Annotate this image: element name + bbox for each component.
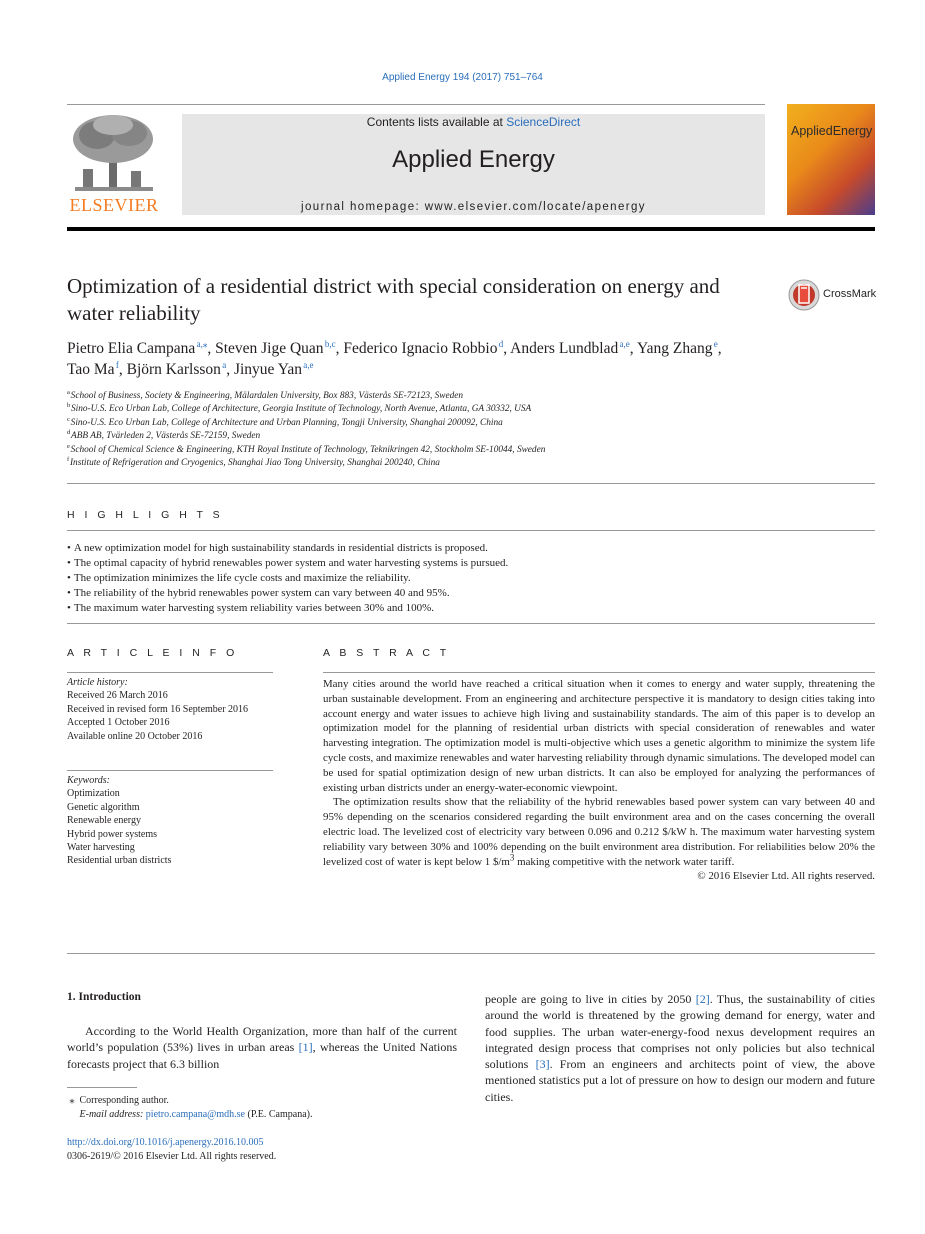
highlight-item: • The optimal capacity of hybrid renewables power system and water harvesting systems is pursued.: [67, 556, 875, 571]
tree-logo-icon: [67, 113, 161, 193]
author-separator: ,: [717, 340, 722, 357]
divider: [67, 623, 875, 624]
publisher-name: ELSEVIER: [69, 195, 159, 215]
affiliation-text: School of Business, Society & Engineering, Mälardalen University, Box 883, Västerås SE-72123, Sweden: [70, 391, 464, 401]
abstract-text: The optimization results show that the reliability of the hybrid renewables based power system can vary between 40 and 95% depending on the scenarios considered regarding the built environment area and on the cases concerning the overall electric load. The levelized cost of electricity vary between 0.096 and 0.212 $/kW h. The maximum water harvesting system reliability vary between 30% and 100% depending on the built environment area distribution. For reliabilities below 20% the levelized cost of water is kept below 1 $/m: [323, 796, 875, 868]
highlight-item: • A new optimization model for high sustainability standards in residential districts is proposed.: [67, 541, 875, 556]
author-name: Yang Zhang: [636, 340, 713, 357]
keywords-label: Keywords:: [67, 775, 110, 786]
author-affil-marker[interactable]: a,⁎: [196, 338, 208, 349]
article-history: [67, 676, 273, 743]
footnote-marker: ⁎: [69, 1095, 75, 1106]
cover-title: AppliedEnergy: [791, 124, 873, 138]
sciencedirect-link[interactable]: ScienceDirect: [506, 115, 581, 129]
affiliation-text: School of Chemical Science & Engineering, KTH Royal Institute of Technology, Teknikringen 42, Stockholm SE-10044, Sweden: [70, 444, 546, 455]
highlight-item: • The optimization minimizes the life cycle costs and maximize the reliability.: [67, 571, 875, 586]
author-separator: ,: [335, 340, 344, 357]
journal-masthead: [182, 114, 765, 215]
affiliation-key: a: [67, 388, 70, 396]
contents-prefix: Contents lists available at: [366, 115, 507, 129]
affiliation: [67, 430, 867, 443]
elsevier-logo[interactable]: [67, 113, 161, 216]
body-text: . From an engineers and architects point of view, the above mentioned statistics put a lot of pressure on how to design our modern and future cities.: [485, 1057, 875, 1104]
body-text: According to the World Health Organization, more than half of the current world’s population (53%) lives in urban areas: [67, 1024, 457, 1055]
footnote: [67, 1094, 457, 1122]
author-affil-marker[interactable]: b,c: [324, 338, 336, 349]
body-paragraph: [485, 991, 875, 1105]
body-column-left: [67, 1023, 457, 1072]
author[interactable]: [637, 340, 718, 357]
author-separator: ,: [207, 340, 216, 357]
doi-link[interactable]: http://dx.doi.org/10.1016/j.apenergy.2016.10.005: [67, 1137, 264, 1148]
author-list: [67, 338, 877, 380]
author-affil-marker[interactable]: a,e: [619, 338, 630, 349]
footnote-text: Corresponding author.: [79, 1095, 169, 1106]
affiliation-key: b: [67, 402, 71, 410]
crossmark-badge[interactable]: [788, 279, 878, 311]
footnote-rule: [67, 1087, 137, 1088]
highlights-list: [67, 541, 875, 616]
affiliation: [67, 417, 867, 430]
affiliation-key: d: [67, 429, 71, 437]
doi-block: [67, 1136, 276, 1164]
affiliation-key: f: [67, 455, 70, 463]
citation-link[interactable]: [1]: [298, 1040, 313, 1055]
affiliation-text: Sino-U.S. Eco Urban Lab, College of Architecture and Urban Planning, Tongji University, Shanghai 200092, China: [70, 417, 503, 428]
abstract-text: making competitive with the network water tariff.: [514, 855, 735, 868]
journal-title: Applied Energy: [392, 146, 555, 173]
author-name: Anders Lundblad: [510, 340, 619, 357]
author-name: Federico Ignacio Robbio: [343, 340, 498, 357]
divider: [323, 672, 875, 673]
keyword: Residential urban districts: [67, 855, 172, 867]
journal-cover[interactable]: [787, 104, 875, 215]
author-separator: ,: [503, 340, 511, 357]
copyright: © 2016 Elsevier Ltd. All rights reserved.: [697, 870, 875, 883]
keyword: Optimization: [67, 788, 120, 800]
author[interactable]: [234, 361, 314, 378]
divider: [67, 770, 273, 771]
abstract-paragraph: [323, 795, 875, 869]
homepage-url[interactable]: www.elsevier.com/locate/apenergy: [424, 201, 646, 213]
divider: [67, 530, 875, 531]
author[interactable]: [67, 361, 119, 378]
abstract-body: [323, 677, 875, 884]
keyword: Renewable energy: [67, 815, 141, 827]
highlight-item: • The maximum water harvesting system reliability varies between 30% and 100%.: [67, 601, 875, 616]
affiliation: [67, 390, 867, 403]
affiliation-key: e: [67, 442, 70, 450]
received-date: Received 26 March 2016: [67, 690, 168, 702]
keywords: [67, 774, 273, 868]
corresponding-author-note: [67, 1094, 457, 1108]
abstract-heading: A B S T R A C T: [323, 647, 450, 659]
affiliation-key: c: [67, 415, 70, 423]
keyword: Genetic algorithm: [67, 801, 140, 813]
author[interactable]: [67, 340, 207, 357]
author-affil-marker[interactable]: a,e: [303, 359, 314, 370]
header-divider: [67, 104, 765, 105]
author-affil-marker[interactable]: e: [713, 338, 718, 349]
citation-link[interactable]: [2]: [695, 992, 710, 1006]
divider: [67, 953, 875, 954]
author[interactable]: [127, 361, 227, 378]
online-date: Available online 20 October 2016: [67, 730, 203, 742]
keyword: Hybrid power systems: [67, 828, 157, 840]
keyword: Water harvesting: [67, 842, 135, 854]
body-text: people are going to live in cities by 2050: [485, 992, 696, 1006]
crossmark-label: CrossMark: [823, 288, 877, 300]
issn-line: 0306-2619/© 2016 Elsevier Ltd. All rights reserved.: [67, 1151, 277, 1162]
author-affil-marker[interactable]: a: [222, 359, 227, 370]
contents-line: [182, 115, 765, 129]
article-info-heading: A R T I C L E I N F O: [67, 647, 238, 659]
body-column-right: [485, 991, 875, 1105]
highlights-heading: H I G H L I G H T S: [67, 509, 224, 521]
email-link[interactable]: pietro.campana@mdh.se: [145, 1109, 245, 1120]
history-label: Article history:: [67, 677, 128, 688]
author-separator: ,: [226, 361, 234, 378]
homepage-prefix: journal homepage:: [301, 201, 425, 213]
affiliation-text: ABB AB, Tvärleden 2, Västerås SE-72159, Sweden: [71, 431, 261, 442]
affiliation: [67, 457, 867, 470]
email-note: [67, 1108, 457, 1122]
email-label: E-mail address:: [79, 1109, 146, 1120]
author-separator: ,: [118, 361, 127, 378]
author-name: Pietro Elia Campana: [67, 340, 196, 357]
homepage-line: [182, 201, 765, 213]
affiliation: [67, 444, 867, 457]
email-suffix: (P.E. Campana).: [244, 1109, 313, 1120]
body-paragraph: [67, 1023, 457, 1072]
affiliation-text: Institute of Refrigeration and Cryogenics, Shanghai Jiao Tong University, Shanghai 200240, China: [69, 458, 440, 469]
citation-link[interactable]: [3]: [535, 1057, 550, 1072]
divider: [67, 483, 875, 484]
journal-reference-link[interactable]: Applied Energy 194 (2017) 751–764: [382, 72, 543, 83]
author-name: Jinyue Yan: [233, 361, 302, 378]
body-text: , whereas the United Nations forecasts project that 6.3 billion: [67, 1040, 457, 1071]
body-text: . Thus, the sustainability of cities around the world is threatened by the growing demand for energy, water and food supplies. The urban water-energy-food nexus development requires an integrated design process that comprises not only policies but also technical solutions: [485, 992, 875, 1072]
author[interactable]: [215, 340, 336, 357]
author-affil-marker[interactable]: d: [498, 338, 504, 349]
author-affil-marker[interactable]: f: [115, 359, 119, 370]
author-name: Björn Karlsson: [126, 361, 221, 378]
divider: [67, 672, 273, 673]
affiliation-list: [67, 390, 867, 470]
revised-date: Received in revised form 16 September 2016: [67, 703, 249, 715]
article-title: Optimization of a residential district with special consideration on energy and water reliability: [67, 274, 720, 325]
crossmark-icon: [788, 279, 820, 311]
abstract-paragraph: Many cities around the world have reached a critical situation when it comes to energy and water supply, threatening the urban sustainable development. From an engineering and architecture perspective it is mandatory to design cities taking into account energy and water issues to achieve high living and sustainability standards. The aim of this paper is to develop an optimization model for the planning of residential urban districts with special consideration of renewables and water harvesting integration. The optimization model is multi-objective which uses a genetic algorithm to minimize the system life cycle costs, and maximize renewables and water harvesting reliability through dynamic simulations. The developed model can be used for spatial optimization design of new urban districts. It can also be employed for analyzing the performances of existing urban districts under an energy-water-economic viewpoint.: [323, 678, 875, 794]
affiliation-text: Sino-U.S. Eco Urban Lab, College of Architecture, Georgia Institute of Technology, North Avenue, Atlanta, GA 30332, USA: [71, 404, 532, 415]
author[interactable]: [343, 340, 503, 357]
accepted-date: Accepted 1 October 2016: [67, 717, 170, 729]
author-name: Steven Jige Quan: [215, 340, 324, 357]
superscript: 3: [509, 851, 515, 862]
author[interactable]: [510, 340, 630, 357]
affiliation: [67, 403, 867, 416]
section-heading: 1. Introduction: [67, 991, 141, 1003]
highlight-item: • The reliability of the hybrid renewables power system can vary between 40 and 95%.: [67, 586, 875, 601]
author-separator: ,: [629, 340, 637, 357]
header-thick-rule: [67, 227, 875, 231]
author-name: Tao Ma: [67, 361, 115, 378]
